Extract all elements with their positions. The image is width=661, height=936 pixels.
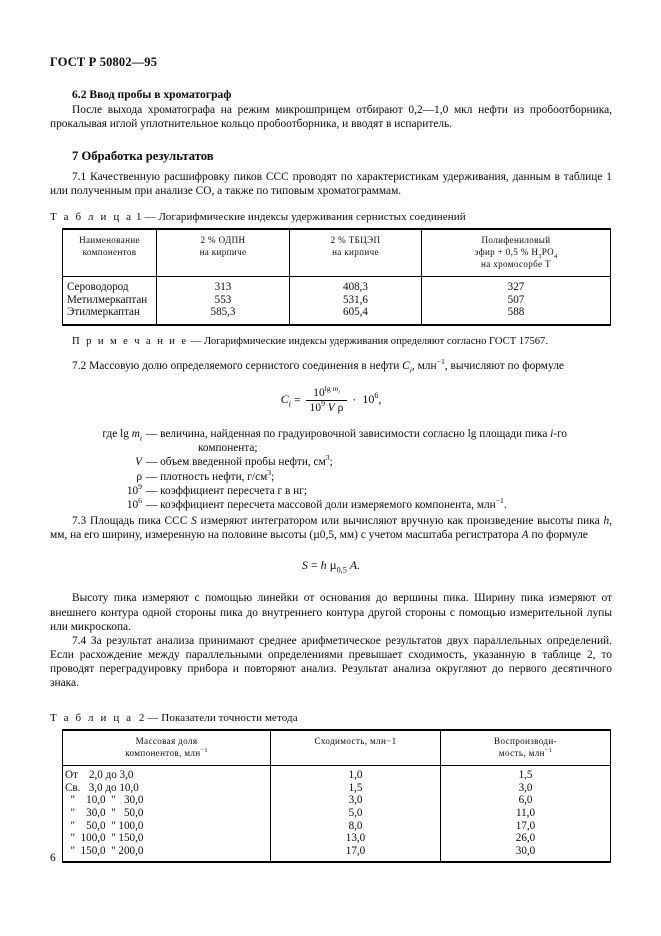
- table1-note-label: П р и м е ч а н и е: [72, 335, 189, 347]
- table1-note: [50, 335, 612, 348]
- table2-cell-repeat-3: 5,0: [271, 807, 441, 820]
- definition-row-10e6: [50, 498, 612, 512]
- formula-s-h: h: [320, 558, 327, 573]
- table2-caption-label: Т а б л и ц а: [50, 712, 134, 725]
- paragraph-7-2-body: 7.2 Массовую долю определяемого сернистого соединения в нефти $C_i$, млн$^{-1}$, вычисляют по формуле: [72, 357, 564, 375]
- formula-s-equals: =: [310, 558, 318, 573]
- table2-col-header-repeatability: Сходимость, млн−1: [271, 730, 441, 766]
- table1-cell-v3-0: 327: [422, 277, 611, 294]
- table1-cell-name-0: Сероводород: [63, 277, 157, 294]
- definition-term-rho: ρ: [136, 470, 142, 483]
- table-row: [63, 807, 611, 820]
- table1-cell-v3-2: 588: [422, 306, 611, 325]
- table-row: [63, 766, 611, 782]
- definition-row-v: [50, 455, 612, 469]
- table2-col-header-mass-fraction: Массовая доля компонентов, млн$^{-1}$: [63, 730, 271, 766]
- definition-desc-10e6: — коэффициент пересчета массовой доли измеряемого компонента, млн$^{-1}$.: [146, 496, 507, 512]
- table1-caption: [50, 211, 612, 223]
- table1-col-header-polyphenyl-formula: эфир + 0,5 % $H_3PO_4$: [474, 246, 558, 260]
- table2-cell-reprod-6: 30,0: [441, 845, 611, 863]
- table1-caption-label: Т а б л и ц а: [50, 211, 134, 224]
- page-number: 6: [50, 852, 56, 864]
- formula-ci-equals: =: [293, 392, 301, 407]
- table2-col-header-reproducibility: Воспроизводи- мость, млн$^{-1}$: [441, 730, 611, 766]
- table1-cell-v2-2: 605,4: [290, 306, 422, 325]
- table1-note-text: Логарифмические индексы удерживания определяют согласно ГОСТ 17567.: [203, 335, 548, 347]
- table2-header-row: [63, 730, 611, 766]
- table-row: [63, 294, 611, 307]
- table2-col-header-reproducibility-units: мость, млн$^{-1}$: [498, 746, 553, 758]
- table-row: [63, 277, 611, 294]
- table1-cell-v2-0: 408,3: [290, 277, 422, 294]
- table2-cell-repeat-4: 8,0: [271, 820, 441, 833]
- definition-term-v: V: [135, 456, 142, 469]
- paragraph-7-3-body: 7.3 Площадь пика ССС S измеряют интегратором или вычисляют вручную как произведение высоты пика h, мм, на его ширину, измеренную на половине высоты (µ0,5, мм) с учетом масштаба регистратора A по формуле: [50, 515, 613, 542]
- definition-desc-v: — объем введенной пробы нефти, $см^3$;: [146, 453, 333, 469]
- definition-row-10e9: [50, 484, 612, 498]
- table2-cell-range-3: " 30,0 " 50,0: [63, 807, 271, 820]
- table2-cell-repeat-0: 1,0: [271, 766, 441, 782]
- formula-ci-lhs: $C_i$: [280, 392, 291, 409]
- table2-caption: [50, 712, 612, 724]
- table2-cell-reprod-5: 26,0: [441, 832, 611, 845]
- table2-cell-repeat-5: 13,0: [271, 832, 441, 845]
- table1-cell-v2-1: 531,6: [290, 294, 422, 307]
- table2-col-header-mass-fraction-units: компонентов, млн$^{-1}$: [125, 746, 208, 758]
- table2-caption-dash: —: [147, 712, 159, 725]
- formula-ci: [50, 384, 612, 415]
- table2-cell-repeat-2: 3,0: [271, 794, 441, 807]
- formula-s-lhs: S: [301, 558, 308, 573]
- table2-cell-reprod-2: 6,0: [441, 794, 611, 807]
- definition-desc-lgm: — величина, найденная по градуировочной зависимости согласно lg площади пика i-го компонента;: [146, 427, 601, 455]
- paragraph-7-4-body: 7.4 За результат анализа принимают среднее арифметическое результатов двух параллельных определений. Если расхождение между параллельными определениями превышает сходимость, указанную в таблице 2, то проводят переградуировку прибора и повторяют анализ. Результат анализа округляют до первого десятичного знака.: [50, 634, 612, 689]
- table2-cell-range-1: Св. 3,0 до 10,0: [63, 782, 271, 795]
- table-row: [63, 845, 611, 863]
- table2-cell-range-4: " 50,0 " 100,0: [63, 820, 271, 833]
- table-retention-indices: [62, 228, 611, 326]
- table2-cell-range-2: " 10,0 " 30,0: [63, 794, 271, 807]
- table-row: [63, 782, 611, 795]
- table2-cell-range-6: " 150,0 " 200,0: [63, 845, 271, 863]
- formula-ci-denominator: $10^9$ V ρ: [309, 399, 344, 415]
- table1-cell-name-2: Этилмеркаптан: [63, 306, 157, 325]
- table1-caption-title: Логарифмические индексы удерживания сернистых соединений: [158, 211, 466, 224]
- definition-term-lgm: где $\lg m_i$: [102, 428, 142, 443]
- table1-header-row: [63, 229, 611, 276]
- table1-col-header-component: Наименование компонентов: [63, 229, 157, 276]
- definition-row-lgm: [50, 427, 612, 455]
- table-row: [63, 820, 611, 833]
- table1-cell-v3-1: 507: [422, 294, 611, 307]
- table2-cell-reprod-1: 3,0: [441, 782, 611, 795]
- definition-term-10e9: $10^9$: [126, 482, 142, 497]
- formula-s-mu: µ$_{0,5}$: [326, 558, 347, 575]
- table-row: [63, 306, 611, 325]
- section-heading-6-2: 6.2 Ввод пробы в хроматограф: [72, 88, 232, 101]
- paragraph-7-1-body: 7.1 Качественную расшифровку пиков ССС проводят по характеристикам удерживания, данным в таблице 1 или полученным при анализе СО, а также по типовым хроматограммам.: [50, 171, 612, 198]
- definition-cont-lgm: компонента;: [198, 442, 258, 455]
- table2-caption-title: Показатели точности метода: [161, 712, 298, 725]
- table1-col-header-odpn: 2 % ОДПН на кирпиче: [157, 229, 290, 276]
- table1-col-header-tbcep: 2 % ТБЦЭП на кирпиче: [290, 229, 422, 276]
- definition-desc-10e9: — коэффициент пересчета г в нг;: [146, 484, 307, 497]
- table1-cell-v1-2: 585,3: [157, 306, 290, 325]
- page-content: [50, 55, 612, 863]
- definition-row-rho: [50, 467, 612, 484]
- formula-ci-factor: $10^6$,: [359, 391, 382, 407]
- table1-caption-number: 1: [136, 211, 142, 224]
- table2-cell-range-0: От 2,0 до 3,0: [63, 766, 271, 782]
- table1-cell-v1-0: 313: [157, 277, 290, 294]
- formula-s-a: A.: [349, 558, 361, 573]
- table1-col-header-polyphenyl: Полифениловый эфир + 0,5 % $H_3PO_4$ на хромосорбе Т: [422, 229, 611, 276]
- definition-term-10e6: $10^6$: [126, 496, 142, 512]
- standard-number-header: ГОСТ Р 50802—95: [50, 55, 158, 69]
- table2-cell-reprod-3: 11,0: [441, 807, 611, 820]
- definition-desc-rho: — плотность нефти, $г/см^3$;: [146, 467, 275, 483]
- table2-caption-number: 2: [138, 712, 145, 725]
- table2-cell-repeat-1: 1,5: [271, 782, 441, 795]
- table-accuracy-indicators: [62, 729, 611, 863]
- paragraph-6-2-body: После выхода хроматографа на режим микрошприцем отбирают 0,2—1,0 мкл нефти из пробоотборника, прокалывая иглой уплотнительное кольцо пробоотборника, и вводят в испаритель.: [50, 104, 612, 131]
- formula-ci-multiply: ·: [352, 392, 357, 407]
- section-heading-7: 7 Обработка результатов: [72, 149, 214, 164]
- table2-cell-reprod-4: 17,0: [441, 820, 611, 833]
- table2-cell-repeat-6: 17,0: [271, 845, 441, 863]
- table1-caption-dash: —: [144, 211, 156, 224]
- table2-cell-range-5: " 100,0 " 150,0: [63, 832, 271, 845]
- table1-note-dash: —: [190, 335, 202, 347]
- table1-cell-name-1: Метилмеркаптан: [63, 294, 157, 307]
- formula-peak-area: [50, 558, 612, 573]
- table-row: [63, 832, 611, 845]
- formula-variable-definitions: [50, 427, 612, 512]
- table1-cell-v1-1: 553: [157, 294, 290, 307]
- table2-cell-reprod-0: 1,5: [441, 766, 611, 782]
- paragraph-peak-measurement: Высоту пика измеряют с помощью линейки от основания до вершины пика. Ширину пика измеряют от внешнего контура одной стороны пика до внутреннего контура другой стороны с помощью измерительной лупы или микроскопа.: [50, 592, 612, 633]
- formula-ci-numerator: $10^{lg m_i}$: [306, 387, 348, 401]
- table-row: [63, 794, 611, 807]
- formula-ci-fraction: [306, 384, 348, 415]
